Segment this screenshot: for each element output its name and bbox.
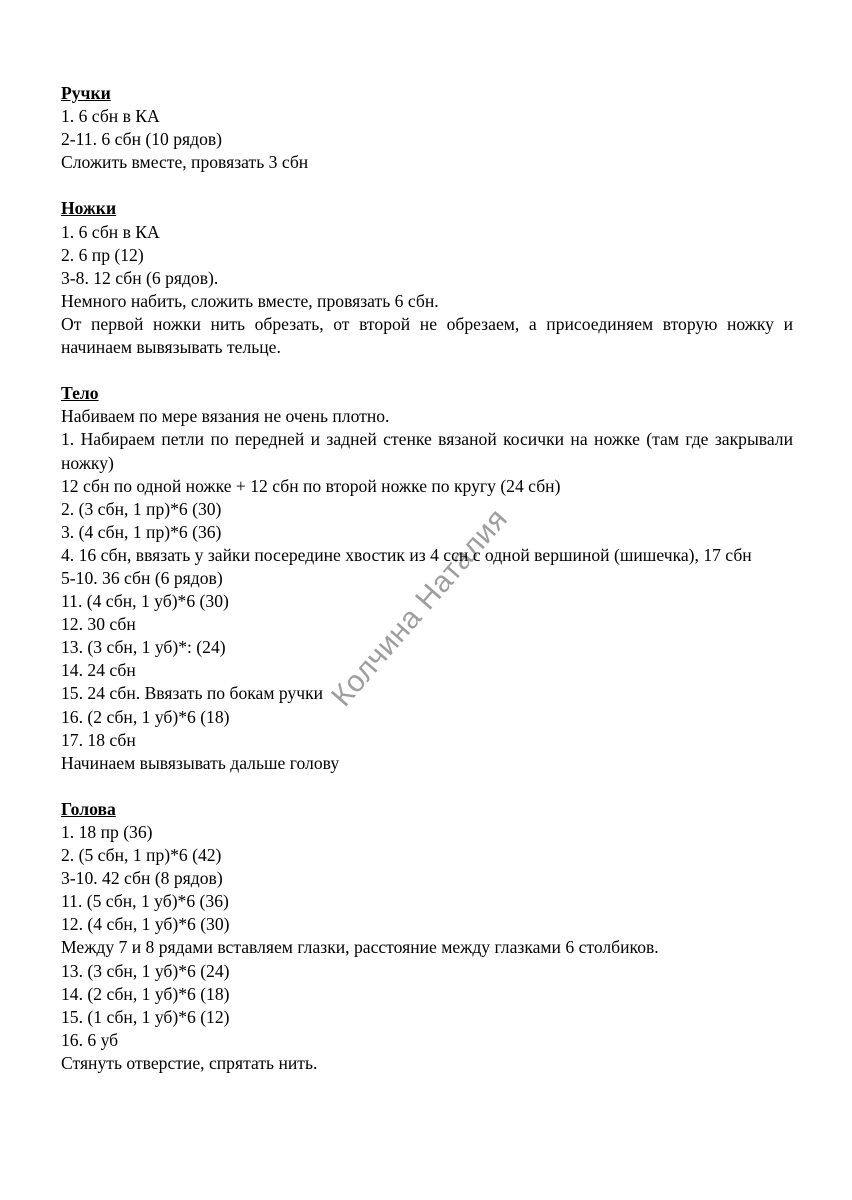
text-line: Набиваем по мере вязания не очень плотно.	[61, 406, 390, 427]
text-line: Немного набить, сложить вместе, провязать 6 сбн.	[61, 290, 439, 311]
text-line: 12 сбн по одной ножке + 12 сбн по второй ножке по кругу (24 сбн)	[61, 475, 561, 496]
text-line: 2-11. 6 сбн (10 рядов)	[61, 129, 223, 150]
text-paragraph: От первой ножки нить обрезать, от второй не обрезаем, а присоединяем вторую ножку и начинаем вывязывать тельце.	[61, 313, 793, 358]
text-line: 3-8. 12 сбн (6 рядов).	[61, 267, 219, 288]
text-line: 16. (2 сбн, 1 уб)*6 (18)	[61, 706, 230, 727]
text-line: 2. 6 пр (12)	[61, 244, 144, 265]
section-heading: Ручки	[61, 83, 111, 103]
text-line: 13. (3 сбн, 1 уб)*6 (24)	[61, 960, 230, 981]
author-watermark: Колчина Наталия	[325, 502, 515, 713]
text-line: 1. 18 пр (36)	[61, 822, 153, 842]
text-line: 1. 6 сбн в КА	[61, 106, 160, 127]
text-line: 14. (2 сбн, 1 уб)*6 (18)	[61, 983, 230, 1004]
section-heading: Тело	[61, 383, 99, 404]
text-line: 12. (4 сбн, 1 уб)*6 (30)	[61, 914, 230, 935]
text-line: 1. 6 сбн в КА	[61, 221, 160, 242]
text-line: 14. 24 сбн	[61, 660, 136, 681]
document-page	[61, 82, 793, 1098]
text-line: 5-10. 36 сбн (6 рядов)	[61, 567, 223, 588]
text-line: 17. 18 сбн	[61, 729, 136, 750]
section-ruchki	[61, 82, 793, 174]
text-paragraph: 4. 16 сбн, ввязать у зайки посередине хвостик из 4 ссн с одной вершиной (шишечка), 17 сбн	[61, 544, 752, 565]
section-nozhki	[61, 197, 793, 359]
text-line: 15. 24 сбн. Ввязать по бокам ручки	[61, 683, 324, 704]
section-golova	[61, 798, 793, 1075]
section-heading: Ножки	[61, 198, 117, 219]
section-heading: Голова	[61, 798, 116, 819]
text-paragraph: 1. Набираем петли по передней и задней стенке вязаной косички на ножке (там где закрывали ножку)	[61, 429, 793, 473]
text-line: 2. (3 сбн, 1 пр)*6 (30)	[61, 498, 222, 519]
text-line: 16. 6 уб	[61, 1029, 119, 1050]
text-line: 11. (5 сбн, 1 уб)*6 (36)	[61, 891, 229, 912]
text-line: 15. (1 сбн, 1 уб)*6 (12)	[61, 1006, 230, 1027]
text-line: 3. (4 сбн, 1 пр)*6 (36)	[61, 521, 222, 542]
text-line: Стянуть отверстие, спрятать нить.	[61, 1052, 318, 1073]
text-line: Начинаем вывязывать дальше голову	[61, 752, 340, 773]
text-line: 13. (3 сбн, 1 уб)*: (24)	[61, 637, 226, 658]
text-line: 12. 30 сбн	[61, 614, 136, 635]
text-line: Между 7 и 8 рядами вставляем глазки, расстояние между глазками 6 столбиков.	[61, 937, 659, 958]
text-line: 2. (5 сбн, 1 пр)*6 (42)	[61, 845, 222, 866]
text-line: 11. (4 сбн, 1 уб)*6 (30)	[61, 591, 229, 612]
section-telo	[61, 382, 793, 775]
text-line: Сложить вместе, провязать 3 сбн	[61, 152, 309, 173]
text-line: 3-10. 42 сбн (8 рядов)	[61, 868, 223, 889]
